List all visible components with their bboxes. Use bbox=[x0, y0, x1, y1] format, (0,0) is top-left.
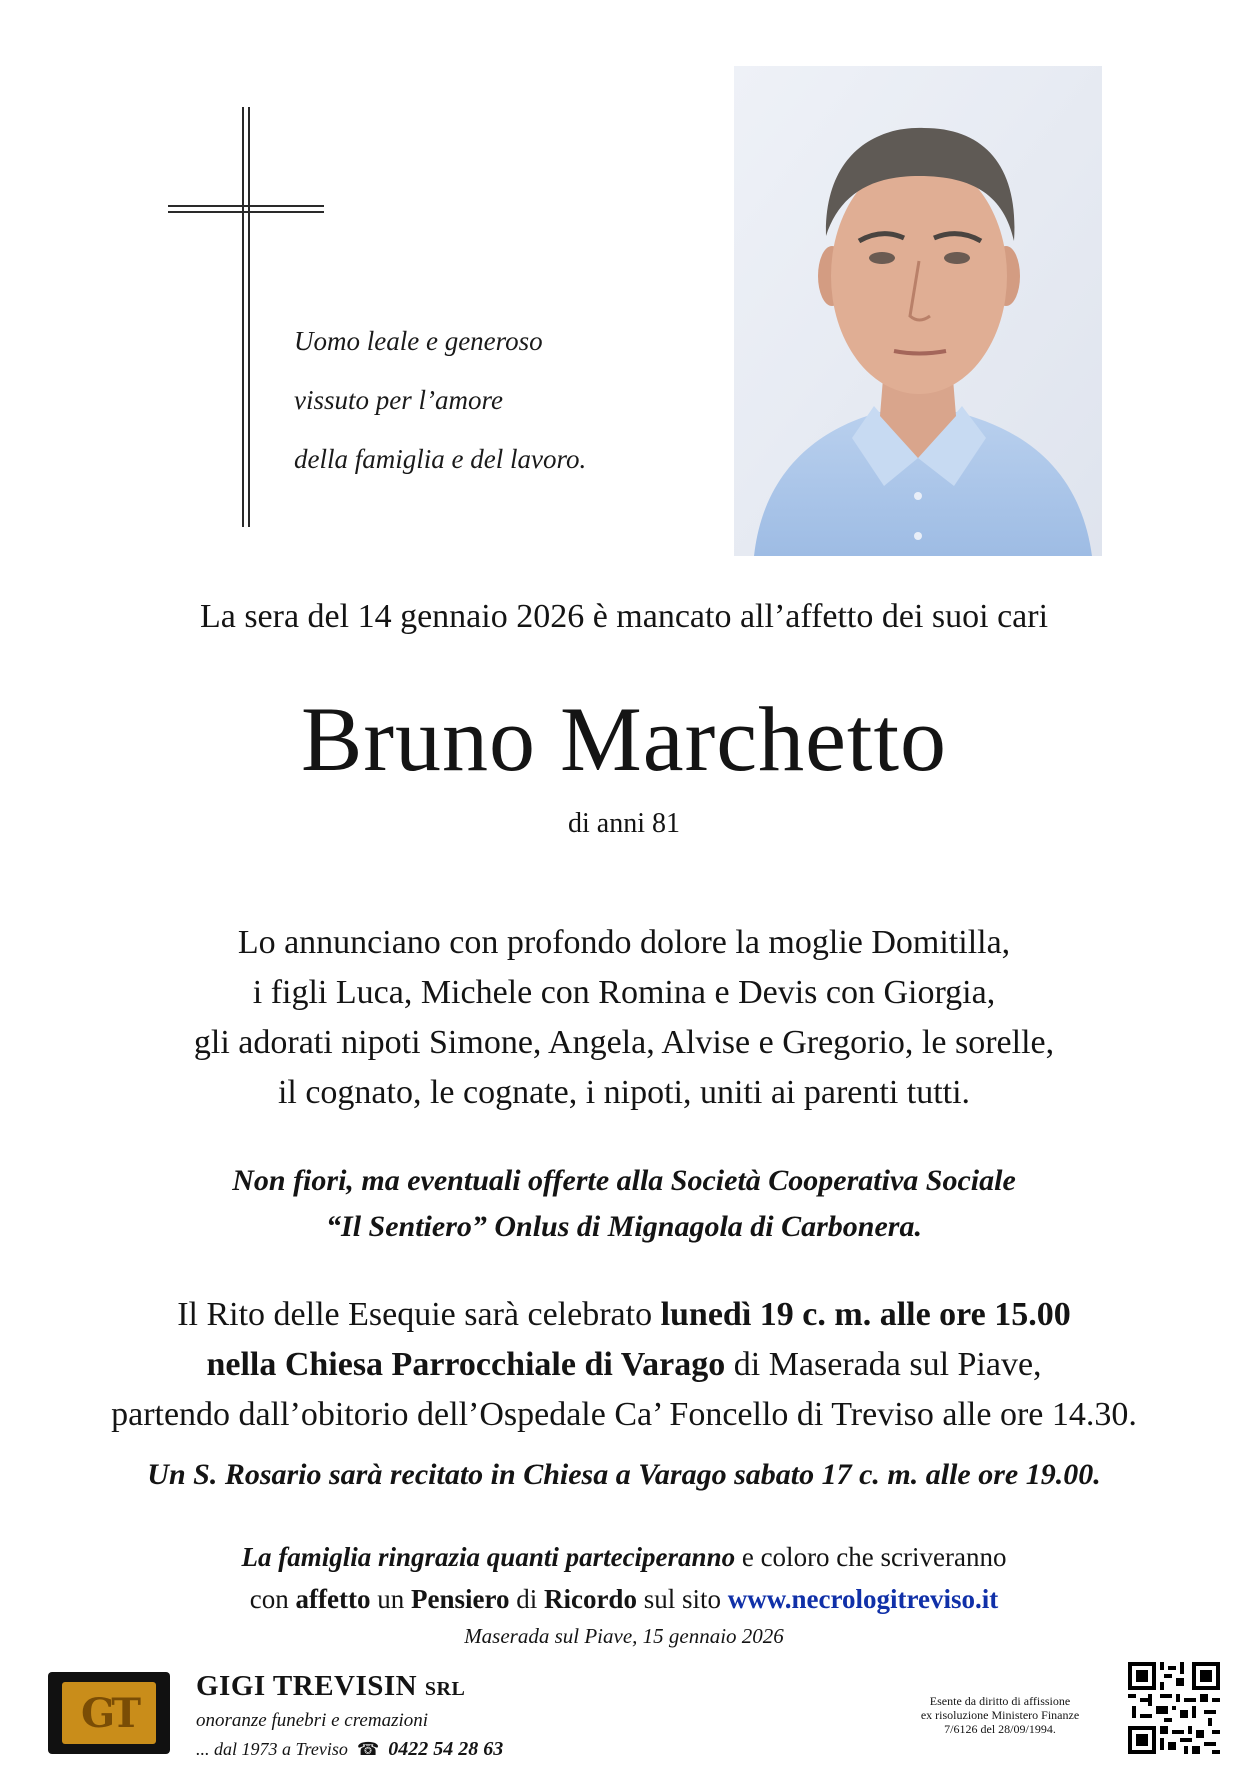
company-logo bbox=[48, 1672, 170, 1754]
thanks-text: e coloro che scriveranno bbox=[735, 1542, 1007, 1572]
funeral-rite bbox=[0, 1290, 1248, 1440]
website-link[interactable]: www.necrologitreviso.it bbox=[727, 1584, 999, 1614]
logo-monogram: GT bbox=[62, 1682, 156, 1744]
company-since bbox=[196, 1738, 503, 1761]
thanks-line-2 bbox=[0, 1578, 1248, 1620]
thanks-bold: affetto bbox=[295, 1584, 371, 1614]
motto-line: Uomo leale e generoso bbox=[294, 326, 543, 356]
thanks-text: di bbox=[509, 1584, 544, 1614]
exemption-line: Esente da diritto di affissione bbox=[929, 1694, 1071, 1708]
since-text: ... dal 1973 a Treviso bbox=[196, 1739, 348, 1759]
rite-text: Il Rito delle Esequie sarà celebrato bbox=[177, 1296, 661, 1333]
motto-line: vissuto per l’amore bbox=[294, 385, 503, 415]
qr-code-icon[interactable] bbox=[1128, 1662, 1220, 1754]
cross-horizontal-line bbox=[168, 205, 324, 207]
phone-number[interactable]: 0422 54 28 63 bbox=[388, 1738, 504, 1760]
cross-vertical-line bbox=[248, 107, 250, 527]
announcement-line: gli adorati nipoti Simone, Angela, Alvise e Gregorio, le sorelle, bbox=[193, 1024, 1055, 1061]
company-suffix: SRL bbox=[424, 1678, 466, 1700]
portrait-photo-icon bbox=[734, 66, 1102, 556]
thanks-text: con bbox=[249, 1584, 296, 1614]
thanks-bold: Pensiero bbox=[410, 1584, 510, 1614]
exemption-line: ex risoluzione Ministero Finanze bbox=[920, 1708, 1080, 1722]
rosary-note: Un S. Rosario sarà recitato in Chiesa a Varago sabato 17 c. m. alle ore 19.00. bbox=[147, 1458, 1101, 1491]
motto bbox=[294, 312, 586, 489]
cross-horizontal-line bbox=[168, 211, 324, 213]
age-text: di anni 81 bbox=[568, 808, 680, 839]
donation-line: Non fiori, ma eventuali offerte alla Società Cooperativa Sociale bbox=[232, 1164, 1016, 1197]
announcement-line: il cognato, le cognate, i nipoti, uniti ai parenti tutti. bbox=[277, 1074, 971, 1111]
tax-exemption-note bbox=[880, 1694, 1120, 1736]
exemption-line: 7/6126 del 28/09/1994. bbox=[944, 1722, 1056, 1736]
thanks-text: un bbox=[370, 1584, 411, 1614]
rite-line-1 bbox=[0, 1290, 1248, 1340]
cross-vertical-line bbox=[242, 107, 244, 527]
thanks-text: sul sito bbox=[636, 1584, 728, 1614]
thanks-line-1 bbox=[0, 1536, 1248, 1578]
rite-line-2 bbox=[0, 1340, 1248, 1390]
rite-date: lunedì 19 c. m. alle ore 15.00 bbox=[660, 1296, 1071, 1333]
place-date: Maserada sul Piave, 15 gennaio 2026 bbox=[464, 1624, 784, 1648]
company-name-text: GIGI TREVISIN bbox=[196, 1670, 418, 1702]
thanks-bold: Ricordo bbox=[543, 1584, 637, 1614]
company-name bbox=[196, 1670, 465, 1703]
deceased-name: Bruno Marchetto bbox=[300, 688, 948, 790]
donation-note bbox=[0, 1158, 1248, 1250]
rite-location: di Maserada sul Piave, bbox=[725, 1346, 1042, 1383]
announcement-line: Lo annunciano con profondo dolore la moglie Domitilla, bbox=[237, 924, 1011, 961]
phone-icon: ☎ bbox=[356, 1739, 380, 1759]
thanks-note bbox=[0, 1536, 1248, 1620]
intro-text: La sera del 14 gennaio 2026 è mancato all’affetto dei suoi cari bbox=[199, 598, 1049, 635]
donation-line: “Il Sentiero” Onlus di Mignagola di Carbonera. bbox=[326, 1210, 922, 1243]
company-subtitle: onoranze funebri e cremazioni bbox=[196, 1710, 429, 1731]
announcement bbox=[0, 918, 1248, 1118]
announcement-line: i figli Luca, Michele con Romina e Devis con Giorgia, bbox=[252, 974, 996, 1011]
motto-line: della famiglia e del lavoro. bbox=[294, 444, 587, 474]
thanks-emphasis: La famiglia ringrazia quanti parteciperanno bbox=[241, 1542, 736, 1572]
rite-church: nella Chiesa Parrocchiale di Varago bbox=[206, 1346, 726, 1383]
rite-line-3: partendo dall’obitorio dell’Ospedale Ca’ Foncello di Treviso alle ore 14.30. bbox=[111, 1396, 1137, 1433]
